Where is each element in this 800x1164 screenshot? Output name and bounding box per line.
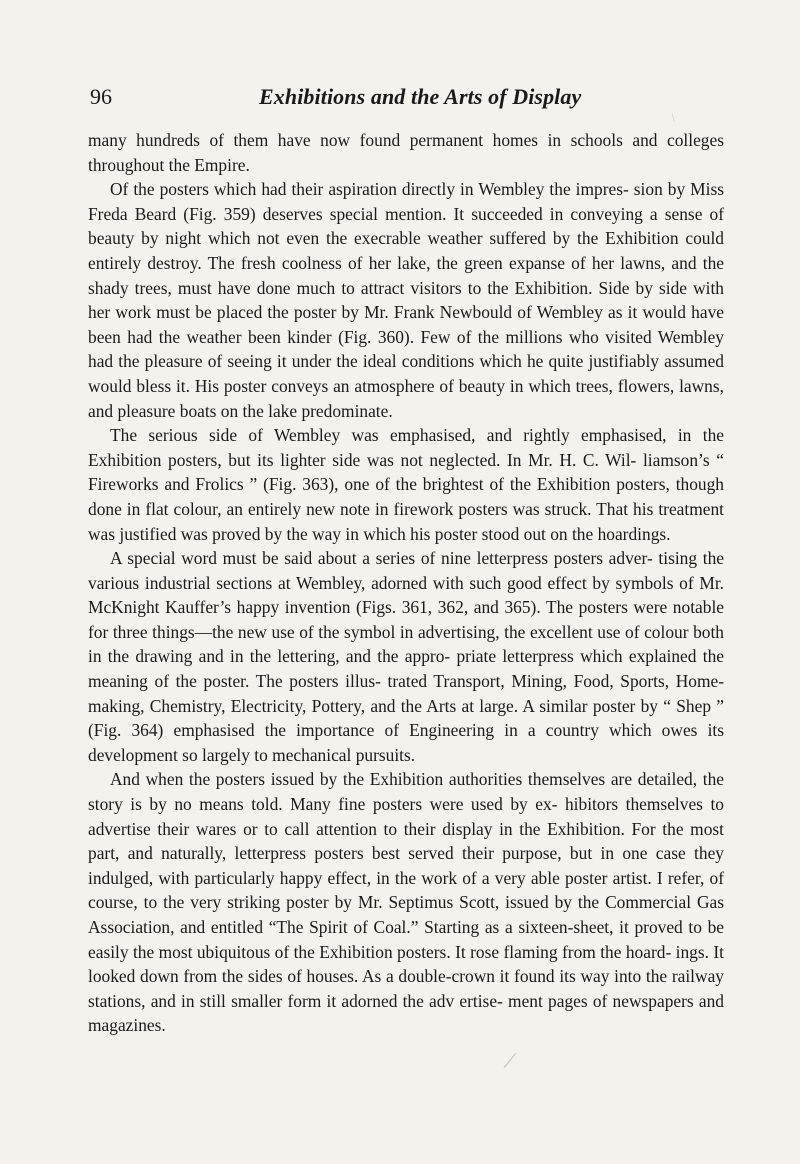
- body-text: [88, 128, 724, 1038]
- page-number: 96: [90, 84, 112, 109]
- paragraph: And when the posters issued by the Exhibition authorities themselves are detailed, the story is by no means told. Many fine posters were used by ex- hibitors themselves to advertise their wares or to call attention to their display in the Exhibition. For the most part, and naturally, letterpress posters best served their purpose, but in one case they indulged, with particularly happy effect, in the work of a very able poster artist. I refer, of course, to the very striking poster by Mr. Septimus Scott, issued by the Commercial Gas Association, and entitled “The Spirit of Coal.” Starting as a sixteen-sheet, it proved to be easily the most ubiquitous of the Exhibition posters. It rose flaming from the hoard- ings. It looked down from the sides of houses. As a double-crown it found its way into the railway stations, and in still smaller form it adorned the adv ertise- ment pages of newspapers and magazines.: [88, 769, 724, 1036]
- paragraph: A special word must be said about a series of nine letterpress posters adver- tising the various industrial sections at Wembley, adorned with such good effect by symbols of Mr. McKnight Kauffer’s happy invention (Figs. 361, 362, and 365). The posters were notable for three things—the new use of the symbol in advertising, the excellent use of colour both in the drawing and in the lettering, and the appro- priate letterpress which explained the meaning of the poster. The posters illus- trated Transport, Mining, Food, Sports, Home-making, Chemistry, Electricity, Pottery, and the Arts at large. A similar poster by “ Shep ” (Fig. 364) emphasised the importance of Engineering in a country which owes its development so largely to mechanical pursuits.: [88, 548, 724, 765]
- paragraph: Of the posters which had their aspiration directly in Wembley the impres- sion by Miss Freda Beard (Fig. 359) deserves special mention. It succeeded in conveying a sense of beauty by night which not even the execrable weather suffered by the Exhibition could entirely destroy. The fresh coolness of her lake, the green expanse of her lawns, and the shady trees, must have done much to attract visitors to the Exhibition. Side by side with her work must be placed the poster by Mr. Frank Newbould of Wembley as it would have been had the weather been kinder (Fig. 360). Few of the millions who visited Wembley had the pleasure of seeing it under the ideal conditions which he quite justifiably assumed would bless it. His poster conveys an atmosphere of beauty in which trees, flowers, lawns, and pleasure boats on the lake predominate.: [88, 179, 724, 421]
- running-head: [90, 82, 722, 116]
- running-title: Exhibitions and the Arts of Display: [259, 84, 582, 109]
- paper-mark: /: [668, 112, 679, 124]
- paragraph: many hundreds of them have now found permanent homes in schools and colleges throughout the Empire.: [88, 130, 724, 175]
- paragraph: The serious side of Wembley was emphasised, and rightly emphasised, in the Exhibition posters, but its lighter side was not neglected. In Mr. H. C. Wil- liamson’s “ Fireworks and Frolics ” (Fig. 363), one of the brightest of the Exhibition posters, though done in flat colour, an entirely new note in firework posters was struck. That his treatment was justified was proved by the way in which his poster stood out on the hoardings.: [88, 425, 724, 544]
- paper-mark: /: [501, 1045, 519, 1076]
